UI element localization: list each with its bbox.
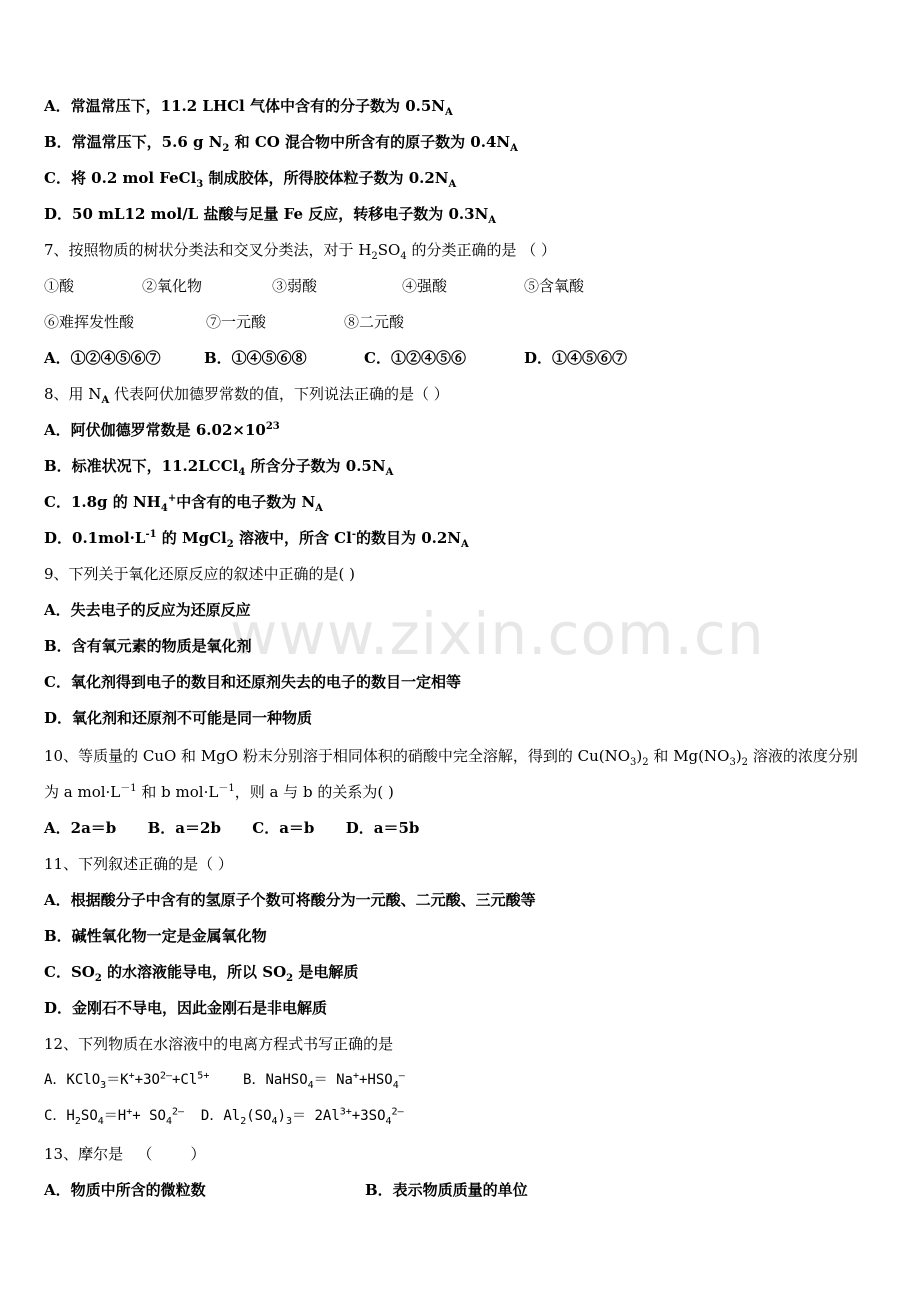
subscript: A <box>445 107 453 118</box>
q11-option-d: D．金刚石不导电，因此金刚石是非电解质 <box>44 999 328 1017</box>
text: C．1.8g 的 NH <box>44 493 161 511</box>
text: 的 MgCl <box>156 529 227 547</box>
q10-stem-line2 <box>44 782 394 802</box>
q9-option-c: C．氧化剂得到电子的数目和还原剂失去的电子的数目一定相等 <box>44 673 461 691</box>
subscript: 3 <box>286 1115 293 1127</box>
superscript: + <box>167 493 177 504</box>
text: D．Al <box>184 1108 241 1124</box>
subscript: A <box>488 215 497 226</box>
q7-item-4: ④强酸 <box>402 277 448 295</box>
q7-item-6: ⑥难挥发性酸 <box>44 313 135 331</box>
subscript: 3 <box>196 179 204 190</box>
q9-option-d: D．氧化剂和还原剂不可能是同一种物质 <box>44 709 313 727</box>
text: A．KClO <box>44 1072 101 1088</box>
q11-option-a: A．根据酸分子中含有的氢原子个数可将酸分为一元酸、二元酸、三元酸等 <box>44 891 536 909</box>
subscript: 3 <box>729 757 736 768</box>
q11-option-b: B．碱性氧化物一定是金属氧化物 <box>44 927 267 945</box>
subscript: 4 <box>271 1115 278 1127</box>
subscript: 3 <box>630 757 637 768</box>
superscript: －1 <box>218 783 235 794</box>
subscript: 2 <box>286 973 294 984</box>
q8-option-d <box>44 528 469 548</box>
text: 和 CO 混合物中所含有的原子数为 0.4N <box>229 133 511 151</box>
text: +Cl <box>172 1072 198 1088</box>
text: ＝H <box>103 1108 127 1124</box>
text: + SO <box>132 1108 166 1124</box>
text: SO <box>80 1108 98 1124</box>
text: D．50 mL12 mol/L 盐酸与足量 Fe 反应，转移电子数为 0.3N <box>44 205 489 223</box>
subscript: A <box>510 143 518 154</box>
text: D．0.1mol·L <box>44 529 146 547</box>
subscript: 4 <box>160 503 168 514</box>
q10-options: A．2a＝b B．a＝2b C．a＝b D．a＝5b <box>44 819 420 837</box>
subscript: 4 <box>165 1115 172 1127</box>
q7-item-1: ①酸 <box>44 277 75 295</box>
q7-item-7: ⑦一元酸 <box>206 313 267 331</box>
text: B．NaHSO <box>209 1072 308 1088</box>
subscript: 2 <box>642 757 649 768</box>
text: ＝ 2Al <box>292 1108 340 1124</box>
subscript: 2 <box>240 1115 247 1127</box>
q7-item-3: ③弱酸 <box>272 277 318 295</box>
text: 制成胶体，所得胶体粒子数为 0.2N <box>203 169 449 187</box>
q6-option-d <box>44 204 496 224</box>
superscript: 3+ <box>339 1106 352 1118</box>
q11-stem: 11、下列叙述正确的是（ ） <box>44 855 233 873</box>
text: 溶液的浓度分别 <box>748 747 858 765</box>
superscript: + <box>126 1106 133 1118</box>
q9-stem: 9、下列关于氧化还原反应的叙述中正确的是( ) <box>44 565 356 583</box>
superscript: －1 <box>120 783 137 794</box>
q6-option-b <box>44 132 518 152</box>
subscript: 3 <box>100 1079 107 1091</box>
q9-option-b: B．含有氧元素的物质是氧化剂 <box>44 637 252 655</box>
subscript: 2 <box>94 973 102 984</box>
q12-stem: 12、下列物质在水溶液中的电离方程式书写正确的是 <box>44 1035 394 1053</box>
text: (SO <box>246 1108 272 1124</box>
subscript: 4 <box>392 1079 399 1091</box>
text: +3O <box>134 1072 160 1088</box>
subscript: 4 <box>400 251 407 262</box>
text: B．常温常压下，5.6 g N <box>44 133 223 151</box>
text: 的数目为 0.2N <box>355 529 461 547</box>
subscript: A <box>315 503 323 514</box>
q7-item-8: ⑧二元酸 <box>344 313 405 331</box>
text: B．标准状况下，11.2LCCl <box>44 457 239 475</box>
text: 中含有的电子数为 N <box>176 493 316 511</box>
superscript: 2— <box>159 1070 172 1082</box>
text: ) <box>636 747 643 765</box>
q11-option-c <box>44 962 358 982</box>
q7-stem <box>44 240 556 260</box>
text: C．H <box>44 1108 75 1124</box>
text: C．将 0.2 mol FeCl <box>44 169 197 187</box>
subscript: 4 <box>385 1115 392 1127</box>
text: A．阿伏伽德罗常数是 6.02×10 <box>44 421 266 439</box>
q6-option-c <box>44 168 456 188</box>
superscript: — <box>398 1070 405 1082</box>
superscript: + <box>352 1070 359 1082</box>
watermark: www.zixin.com.cn <box>230 600 765 668</box>
text: 和 Mg(NO <box>648 747 730 765</box>
text: +3SO <box>351 1108 386 1124</box>
superscript: 2— <box>172 1106 185 1118</box>
subscript: A <box>101 395 110 406</box>
superscript: 23 <box>265 421 280 432</box>
text: 的分类正确的是 （ ） <box>406 241 557 259</box>
text: SO <box>377 241 401 259</box>
text: ＝K <box>106 1072 129 1088</box>
q7-item-2: ②氧化物 <box>142 277 203 295</box>
q7-option-b: B．①④⑤⑥⑧ <box>204 349 307 367</box>
text: 溶液中，所含 Cl <box>233 529 352 547</box>
text: ，则 a 与 b 的关系为( ) <box>234 783 394 801</box>
text: ＝ Na <box>313 1072 353 1088</box>
subscript: A <box>448 179 457 190</box>
q12-options-ab <box>44 1070 405 1090</box>
subscript: A <box>385 467 394 478</box>
q7-option-a: A．①②④⑤⑥⑦ <box>44 349 161 367</box>
subscript: 2 <box>226 539 234 550</box>
q8-option-c <box>44 492 323 512</box>
subscript: 4 <box>238 467 246 478</box>
subscript: 2 <box>74 1115 81 1127</box>
text: ) <box>735 747 742 765</box>
q8-option-a <box>44 420 280 440</box>
q10-stem-line1 <box>44 746 858 766</box>
superscript: + <box>128 1070 135 1082</box>
q9-option-a: A．失去电子的反应为还原反应 <box>44 601 251 619</box>
text: 和 b mol·L <box>136 783 219 801</box>
text: 所含分子数为 0.5N <box>245 457 386 475</box>
superscript: 5+ <box>197 1070 210 1082</box>
superscript: 2— <box>391 1106 404 1118</box>
q13-stem: 13、摩尔是 （ ） <box>44 1145 206 1163</box>
text: 为 a mol·L <box>44 783 121 801</box>
subscript: 2 <box>371 251 378 262</box>
superscript: - <box>351 529 356 540</box>
subscript: 2 <box>222 143 230 154</box>
subscript: 2 <box>741 757 749 768</box>
subscript: A <box>461 539 469 550</box>
text: 代表阿伏加德罗常数的值，下列说法正确的是（ ） <box>109 385 449 403</box>
q13-option-a: A．物质中所含的微粒数 <box>44 1181 206 1199</box>
q8-option-b <box>44 456 393 476</box>
subscript: 4 <box>97 1115 104 1127</box>
text: +HSO <box>359 1072 393 1088</box>
text: 10、等质量的 CuO 和 MgO 粉末分别溶于相同体积的硝酸中完全溶解，得到的 Cu(NO <box>44 747 631 765</box>
text: 是电解质 <box>293 963 359 981</box>
text: 8、用 N <box>44 385 102 403</box>
text: A．常温常压下，11.2 LHCl 气体中含有的分子数为 0.5N <box>44 97 446 115</box>
text: ) <box>277 1108 286 1124</box>
text: C．SO <box>44 963 95 981</box>
q12-options-cd <box>44 1106 404 1126</box>
q6-option-a <box>44 96 453 116</box>
q7-option-c: C．①②④⑤⑥ <box>364 349 466 367</box>
text: 7、按照物质的树状分类法和交叉分类法，对于 H <box>44 241 372 259</box>
q7-item-5: ⑤含氧酸 <box>524 277 585 295</box>
text: 的水溶液能导电，所以 SO <box>101 963 287 981</box>
q7-option-d: D．①④⑤⑥⑦ <box>524 349 628 367</box>
q13-option-b: B．表示物质质量的单位 <box>365 1181 528 1199</box>
subscript: 4 <box>307 1079 314 1091</box>
q8-stem <box>44 384 449 404</box>
superscript: -1 <box>145 529 157 540</box>
